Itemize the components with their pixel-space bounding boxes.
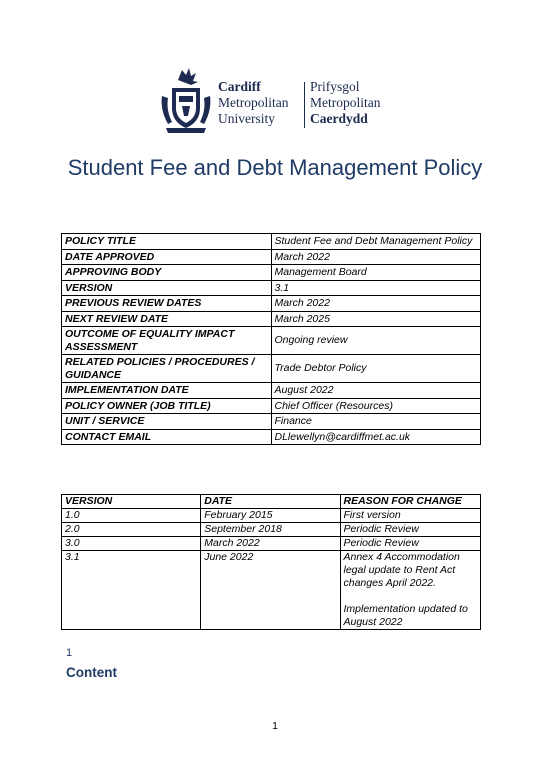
field-label: PREVIOUS REVIEW DATES	[62, 296, 272, 312]
field-label: APPROVING BODY	[62, 265, 272, 281]
field-label: CONTACT EMAIL	[62, 429, 272, 445]
field-value: 3.1	[271, 280, 481, 296]
table-row	[62, 234, 481, 250]
university-logo	[158, 66, 398, 134]
field-label: RELATED POLICIES / PROCEDURES / GUIDANCE	[62, 355, 272, 383]
field-label: NEXT REVIEW DATE	[62, 311, 272, 327]
field-label: UNIT / SERVICE	[62, 414, 272, 430]
column-header-version: VERSION	[62, 495, 201, 509]
version-history-table	[61, 494, 481, 630]
cell-date: September 2018	[201, 523, 340, 537]
table-row	[62, 355, 481, 383]
reason-paragraph: Implementation updated to August 2022	[343, 603, 468, 628]
policy-info-table	[61, 233, 481, 445]
table-row	[62, 296, 481, 312]
table-row	[62, 249, 481, 265]
reason-paragraph: Annex 4 Accommodation legal update to Rent Act changes April 2022.	[343, 551, 460, 589]
logo-english-line: University	[218, 111, 275, 126]
field-value: March 2022	[271, 249, 481, 265]
logo-welsh-line: Metropolitan	[310, 95, 381, 110]
table-row	[62, 398, 481, 414]
field-label: OUTCOME OF EQUALITY IMPACT ASSESSMENT	[62, 327, 272, 355]
section-heading: Content	[66, 665, 117, 680]
field-value: Ongoing review	[271, 327, 481, 355]
logo-english-line: Metropolitan	[218, 95, 289, 110]
section-number: 1	[66, 647, 73, 659]
field-value: Chief Officer (Resources)	[271, 398, 481, 414]
table-row	[62, 429, 481, 445]
reason-paragraph: First version	[343, 509, 401, 521]
field-label: DATE APPROVED	[62, 249, 272, 265]
cell-reason	[340, 537, 481, 551]
logo-divider	[304, 82, 305, 128]
table-row	[62, 327, 481, 355]
field-label: POLICY TITLE	[62, 234, 272, 250]
table-row	[62, 551, 481, 630]
field-value: March 2025	[271, 311, 481, 327]
field-value: Trade Debtor Policy	[271, 355, 481, 383]
page-number: 1	[272, 720, 278, 732]
field-value: Finance	[271, 414, 481, 430]
table-row	[62, 414, 481, 430]
table-row	[62, 509, 481, 523]
field-label: VERSION	[62, 280, 272, 296]
field-value: DLlewellyn@cardiffmet.ac.uk	[271, 429, 481, 445]
column-header-reason: REASON FOR CHANGE	[340, 495, 481, 509]
field-value: August 2022	[271, 383, 481, 399]
reason-paragraph: Periodic Review	[343, 523, 419, 535]
cell-version: 3.1	[62, 551, 201, 630]
field-value: Student Fee and Debt Management Policy	[271, 234, 481, 250]
logo-welsh-line: Prifysgol	[310, 79, 360, 94]
cell-date: March 2022	[201, 537, 340, 551]
table-row	[62, 265, 481, 281]
field-label: POLICY OWNER (JOB TITLE)	[62, 398, 272, 414]
cell-reason	[340, 523, 481, 537]
table-row	[62, 537, 481, 551]
cell-reason	[340, 551, 481, 630]
logo-english-name	[218, 79, 312, 127]
logo-welsh-name	[310, 79, 402, 127]
field-label: IMPLEMENTATION DATE	[62, 383, 272, 399]
column-header-date: DATE	[201, 495, 340, 509]
table-header-row	[62, 495, 481, 509]
cell-version: 3.0	[62, 537, 201, 551]
cell-version: 2.0	[62, 523, 201, 537]
table-row	[62, 280, 481, 296]
table-row	[62, 311, 481, 327]
table-row	[62, 383, 481, 399]
reason-paragraph: Periodic Review	[343, 537, 419, 549]
cell-date: June 2022	[201, 551, 340, 630]
cell-reason	[340, 509, 481, 523]
cell-version: 1.0	[62, 509, 201, 523]
crest-icon	[158, 66, 214, 134]
table-row	[62, 523, 481, 537]
cell-date: February 2015	[201, 509, 340, 523]
field-value: March 2022	[271, 296, 481, 312]
logo-english-line: Cardiff	[218, 79, 261, 94]
document-title: Student Fee and Debt Management Policy	[67, 155, 483, 180]
logo-welsh-line: Caerdydd	[310, 111, 368, 126]
field-value: Management Board	[271, 265, 481, 281]
